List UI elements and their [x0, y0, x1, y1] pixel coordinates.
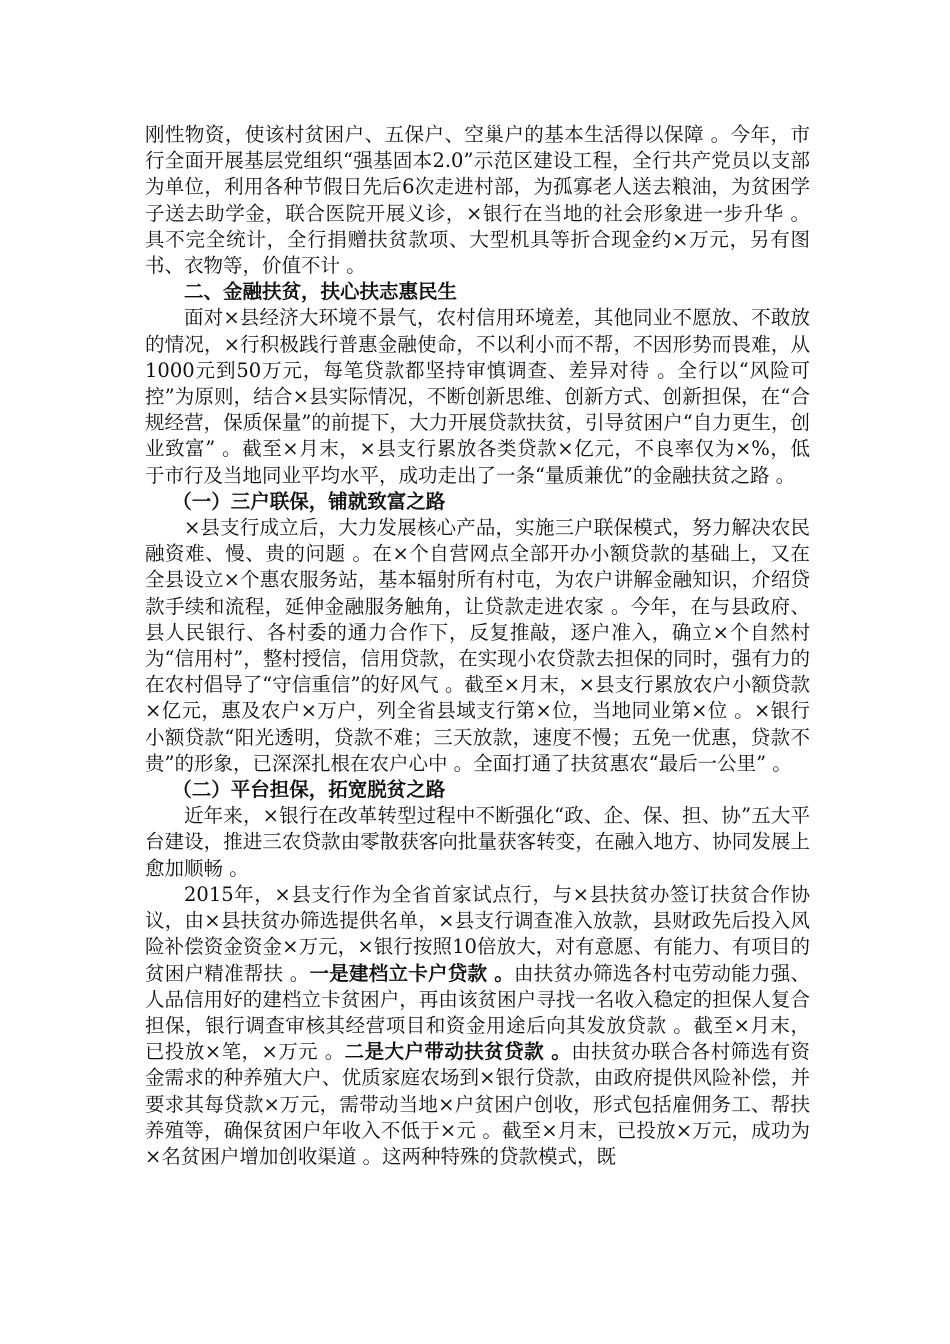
document-page — [145, 122, 810, 1170]
subheading-1: （一）三户联保，铺就致富之路 — [172, 489, 446, 513]
bold-phrase-large-household-loan: 二是大户带动扶贫贷款 。 — [344, 1040, 572, 1064]
subheading-2: （二）平台担保，拓宽脱贫之路 — [172, 778, 446, 802]
paragraph-sub-2a: 近年来，×银行在改革转型过程中不断强化“政、企、保、担、协”五大平台建设，推进三农贷款由零散获客向批量获客转变，在融入地方、协同发展上愈加顺畅 。 — [145, 804, 810, 880]
section-heading-2: 二、金融扶贫，扶心扶志惠民生 — [184, 280, 458, 304]
paragraph-sub-2b-text-2: 由扶贫办筛选各村屯劳动能力强、人品信用好的建档立卡贫困户，再由该贫困户寻找一名收入稳定的担保人复合担保，银行调查审核其经营项目和资金用途后向其发放贷款 。截至×月末，已投放×笔，×万元 。 — [145, 961, 810, 1064]
paragraph-sub-2b — [145, 882, 810, 1170]
paragraph-sub-1: ×县支行成立后，大力发展核心产品，实施三户联保模式，努力解决农民融资难、慢、贵的问题 。在×个自营网点全部开办小额贷款的基础上，又在全县设立×个惠农服务站，基本辐射所有村屯，为农户讲解金融知识，介绍贷款手续和流程，延伸金融服务触角，让贷款走进农家 。今年，在与县政府、县人民银行、各村委的通力合作下，反复推敲，逐户准入，确立×个自然村为“信用村”，整村授信，信用贷款，在实现小农贷款去担保的同时，强有力的在农村倡导了“守信重信”的好风气 。截至×月末，×县支行累放农户小额贷款×亿元，惠及农户×万户，列全省县域支行第×位，当地同业第×位 。×银行小额贷款“阳光透明，贷款不难；三天放款，速度不慢；五免一优惠，贷款不贵”的形象，已深深扎根在农户心中 。全面打通了扶贫惠农“最后一公里” 。 — [145, 516, 810, 775]
bold-phrase-card-loan: 一是建档立卡户贷款 。 — [309, 961, 514, 985]
paragraph-sub-2b-text-1: 2015年，×县支行作为全省首家试点行，与×县扶贫办签订扶贫合作协议，由×县扶贫办筛选提供名单，×县支行调查准入放款，县财政先后投入风险补偿资金资金×万元，×银行按照10倍放大，对有意愿、有能力、有项目的贫困户精准帮扶 。 — [145, 882, 810, 985]
paragraph-intro: 刚性物资，使该村贫困户、五保户、空巢户的基本生活得以保障 。今年，市行全面开展基层党组织“强基固本2.0”示范区建设工程，全行共产党员以支部为单位，利用各种节假日先后6次走进村部，为孤寡老人送去粮油，为贫困学子送去助学金，联合医院开展义诊，×银行在当地的社会形象进一步升华 。具不完全统计，全行捐赠扶贫款项、大型机具等折合现金约×万元，另有图书、衣物等，价值不计 。 — [145, 123, 810, 278]
paragraph-sub-2b-text-3: 由扶贫办联合各村筛选有资金需求的种养殖大户、优质家庭农场到×银行贷款，由政府提供风险补偿，并要求其每贷款×万元，需带动当地×户贫困户创收，形式包括雇佣务工、帮扶养殖等，确保贫困户年收入不低于×元 。截至×月末，已投放×万元，成功为×名贫困户增加创收渠道 。这两种特殊的贷款模式，既 — [145, 1040, 810, 1168]
paragraph-section-2: 面对×县经济大环境不景气，农村信用环境差，其他同业不愿放、不敢放的情况，×行积极践行普惠金融使命，不以利小而不帮，不因形势而畏难，从1000元到50万元，每笔贷款都坚持审慎调查、差异对待 。全行以“风险可控”为原则，结合×县实际情况，不断创新思维、创新方式、创新担保，在“合规经营，保质保量”的前提下，大力开展贷款扶贫，引导贫困户“自力更生，创业致富” 。截至×月末，×县支行累放各类贷款×亿元，不良率仅为×%，低于市行及当地同业平均水平，成功走出了一条“量质兼优”的金融扶贫之路 。 — [145, 306, 810, 487]
